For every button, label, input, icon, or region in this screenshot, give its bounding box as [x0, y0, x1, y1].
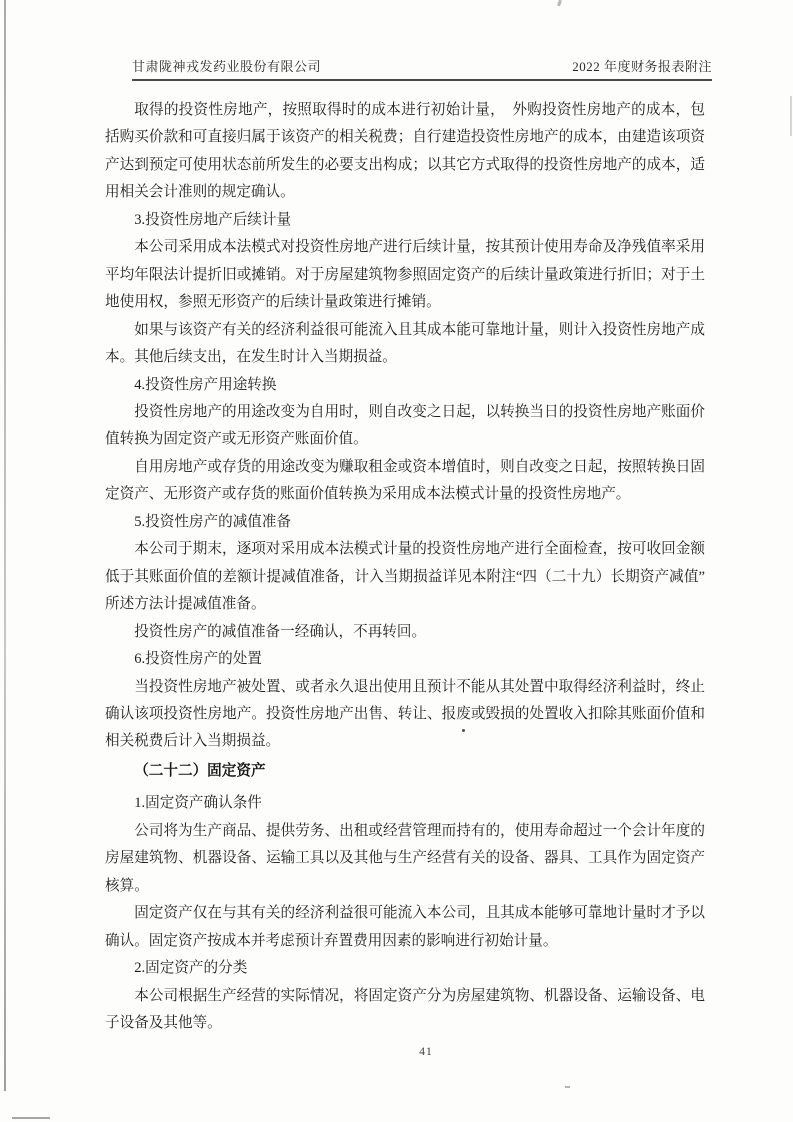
paragraph: 自用房地产或存货的用途改变为赚取租金或资本增值时，则自改变之日起，按照转换日固定资产、无形资产或存货的账面价值转换为采用成本法模式计量的投资性房地产。	[105, 458, 705, 503]
page-header	[132, 56, 712, 81]
scan-speck-bottom	[565, 1086, 570, 1088]
paragraph: 本公司根据生产经营的实际情况，将固定资产分为房屋建筑物、机器设备、运输设备、电子设备及其他等。	[105, 987, 705, 1031]
page-number: 41	[419, 1046, 433, 1058]
numbered-heading: 5.投资性房产的减值准备	[134, 513, 292, 530]
company-name: 甘肃陇神戎发药业股份有限公司	[132, 59, 322, 74]
scan-edge-line-left	[4, 0, 6, 1091]
numbered-heading: 1.固定资产确认条件	[134, 795, 262, 812]
paragraph: 投资性房地产的用途改变为自用时，则自改变之日起，以转换当日的投资性房地产账面价值转换为固定资产或无形资产账面价值。	[105, 403, 705, 448]
paragraph: 当投资性房地产被处置、或者永久退出使用且预计不能从其处置中取得经济利益时，终止确认该项投资性房地产。投资性房地产出售、转让、报废或毁损的处置收入扣除其账面价值和相关税费后计入当期损益。	[105, 678, 705, 750]
scan-mark-bottom-left	[12, 1117, 50, 1119]
numbered-heading: 3.投资性房地产后续计量	[134, 211, 292, 228]
numbered-heading: 6.投资性房产的处置	[134, 651, 262, 668]
report-title: 2022 年度财务报表附注	[572, 59, 712, 74]
section-heading: （二十二）固定资产	[134, 762, 266, 779]
paragraph: 固定资产仅在与其有关的经济利益很可能流入本公司，且其成本能够可靠地计量时才予以确认。固定资产按成本并考虑预计弃置费用因素的影响进行初始计量。	[105, 905, 705, 949]
document-body	[105, 97, 705, 1037]
paragraph: 本公司采用成本法模式对投资性房地产进行后续计量，按其预计使用寿命及净残值率采用平均年限法计提折旧或摊销。对于房屋建筑物参照固定资产的后续计量政策进行折旧；对于土地使用权，参照无形资产的后续计量政策进行摊销。	[105, 239, 705, 311]
numbered-heading: 2.固定资产的分类	[134, 960, 248, 977]
paragraph: 取得的投资性房地产，按照取得时的成本进行初始计量， 外购投资性房地产的成本，包括购买价款和可直接归属于该资产的相关税费；自行建造投资性房地产的成本，由建造该项资产达到预定可使用状态前所发生的必要支出构成；以其它方式取得的投资性房地产的成本，适用相关会计准则的规定确认。	[105, 102, 705, 201]
scan-tick-mark-top	[557, 0, 562, 6]
numbered-heading: 4.投资性房产用途转换	[134, 376, 277, 393]
scan-edge-mark-right	[790, 96, 792, 136]
scan-ink-dot	[462, 729, 465, 732]
paragraph: 投资性房产的减值准备一经确认，不再转回。	[134, 623, 427, 640]
paragraph: 如果与该资产有关的经济利益很可能流入且其成本能可靠地计量，则计入投资性房地产成本。其他后续支出，在发生时计入当期损益。	[105, 321, 705, 366]
paragraph: 本公司于期末，逐项对采用成本法模式计量的投资性房地产进行全面检查，按可收回金额低于其账面价值的差额计提减值准备，计入当期损益详见本附注“四（二十九）长期资产减值”所述方法计提减值准备。	[105, 541, 705, 613]
paragraph: 公司将为生产商品、提供劳务、出租或经营管理而持有的，使用寿命超过一个会计年度的房屋建筑物、机器设备、运输工具以及其他与生产经营有关的设备、器具、工具作为固定资产核算。	[105, 822, 705, 894]
